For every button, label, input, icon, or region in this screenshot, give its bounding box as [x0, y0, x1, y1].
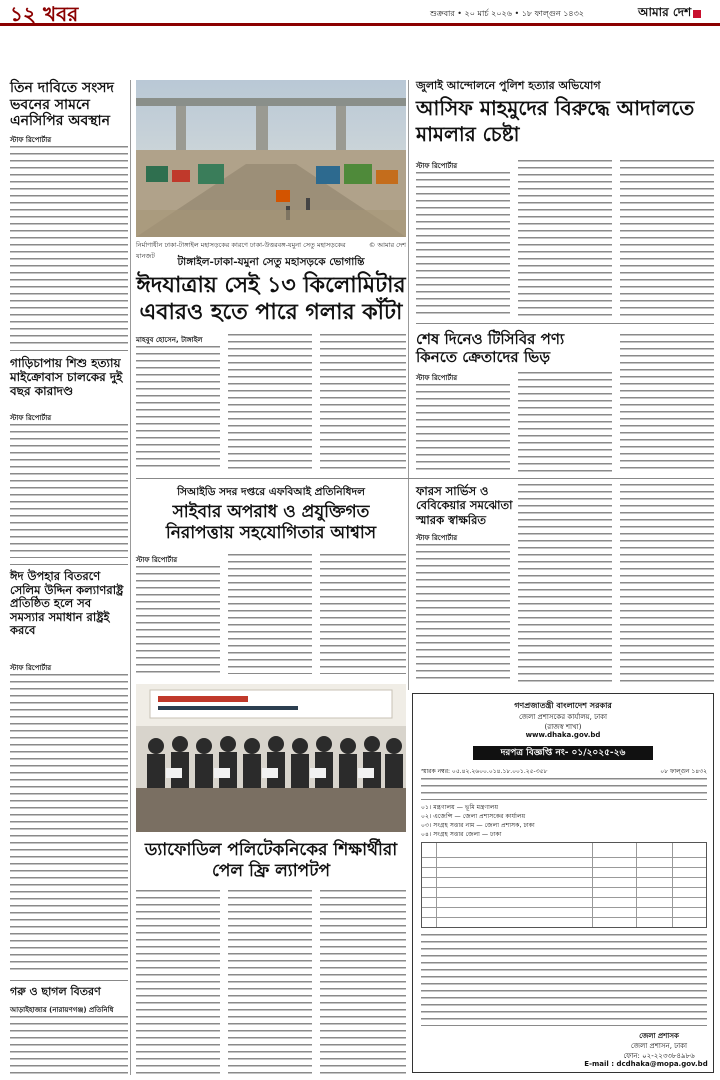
article-body [228, 334, 312, 470]
divider [136, 478, 714, 479]
divider [10, 350, 128, 351]
article-body [416, 544, 510, 684]
meta-row: ০৩। সংগ্রহ সত্তার নাম — জেলা প্রশাসক, ঢাকা [421, 822, 535, 829]
article-body [228, 554, 312, 674]
lead-kicker: টাঙ্গাইল-ঢাকা-যমুনা সেতু মহাসড়কে ভোগান্তি [177, 256, 365, 268]
ad-terms [421, 934, 707, 1026]
byline: আড়াইহাজার (নারায়ণগঞ্জ) প্রতিনিধি [10, 1006, 114, 1014]
headline: ড্যাফোডিল পলিটেকনিকের শিক্ষার্থীরা পেল ফ্রি ল্যাপটপ [144, 840, 398, 882]
headline: সাইবার অপরাধ ও প্রযুক্তিগত নিরাপত্তায় সহযোগিতার আশ্বাস [165, 502, 377, 544]
article-body [518, 484, 612, 684]
byline: স্টাফ রিপোর্টার [136, 556, 178, 564]
article-body [518, 372, 612, 474]
byline: স্টাফ রিপোর্টার [10, 414, 52, 422]
article-body [10, 1016, 128, 1074]
article-body [10, 146, 128, 344]
group-photo-icon [136, 684, 406, 832]
byline: স্টাফ রিপোর্টার [10, 136, 52, 144]
article-body [620, 160, 714, 318]
byline: মাহবুব হোসেন, টাঙ্গাইল [136, 336, 203, 344]
ad-intro [421, 778, 707, 800]
kicker: জুলাই আন্দোলনে পুলিশ হত্যার অভিযোগ [416, 79, 601, 92]
gov-office: জেলা প্রশাসকের কার্যালয়, ঢাকা [518, 713, 608, 721]
kicker: সিআইডি সদর দপ্তরে এফবিআই প্রতিনিধিদল [177, 486, 365, 498]
signature-office: জেলা প্রশাসন, ঢাকা [630, 1042, 688, 1050]
article-body [320, 890, 406, 1074]
column-rule [408, 80, 409, 690]
article-body [620, 334, 714, 474]
gov-branch: (রাজস্ব শাখা) [544, 723, 582, 731]
daffodil-group-photo [136, 684, 406, 832]
photo-caption: নির্মাণাধীন ঢাকা-টাঙ্গাইল মহাসড়কের কারণে ঢাকা-উত্তরবঙ্গ-যমুনা সেতু মহাসড়কের যানজট [136, 241, 346, 260]
gov-website: www.dhaka.gov.bd [525, 731, 601, 739]
article-body [320, 554, 406, 674]
article-body [416, 172, 510, 318]
article-body [10, 424, 128, 558]
page-number: ১২ খবর [10, 2, 79, 26]
article-body [416, 384, 510, 474]
article-body [136, 346, 220, 470]
column-rule [130, 80, 131, 1075]
headline: আসিফ মাহমুদের বিরুদ্ধে আদালতে মামলার চেষ্টা [416, 96, 695, 146]
article-body [518, 160, 612, 318]
headline: ফারস সার্ভিস ও বেবিকেয়ার সমঝোতা স্মারক স্বাক্ষরিত [416, 484, 513, 527]
headline: ঈদ উপহার বিতরণে সেলিম উদ্দিন কল্যাণরাষ্ট্র প্রতিষ্ঠিত হলে সব সমস্যার সমাধান রাষ্ট্রই করবে [10, 569, 124, 638]
photo-credit: © আমার দেশ [368, 241, 406, 249]
headline: তিন দাবিতে সংসদ ভবনের সামনে এনসিপির অবস্থান [10, 80, 114, 130]
divider [416, 323, 714, 324]
article-body [320, 334, 406, 470]
contact-email: E-mail : dcdhaka@mopa.gov.bd [584, 1060, 708, 1068]
signature-name: জেলা প্রশাসক [639, 1032, 679, 1040]
dateline: শুক্রবার • ২০ মার্চ ২০২৬ • ১৮ ফাল্গুন ১৪৩২ [430, 9, 584, 18]
headline: গরু ও ছাগল বিতরণ [10, 985, 101, 998]
lead-headline: ঈদযাত্রায় সেই ১৩ কিলোমিটার এবারও হতে পারে গলার কাঁটা [136, 272, 406, 325]
byline: স্টাফ রিপোর্টার [416, 374, 458, 382]
gov-title: গণপ্রজাতন্ত্রী বাংলাদেশ সরকার [514, 701, 612, 710]
page-header [0, 0, 720, 26]
memo-date: ০৮ ফাল্গুন ১৪৩২ [660, 768, 707, 775]
divider [10, 980, 128, 981]
brand-logo-icon [693, 10, 701, 18]
contact-phone: ফোন: ০২-২২৩৩৮৪৯৮৬ [623, 1052, 695, 1060]
byline: স্টাফ রিপোর্টার [416, 162, 458, 170]
lead-photo [136, 80, 406, 237]
government-tender-notice [412, 693, 714, 1073]
memo-number: স্মারক নম্বর: ০৫.৪২.২৬০০.০১৪.১৮.০০১.২৫-৩৫৮ [421, 768, 548, 775]
notice-title: দরপত্র বিজ্ঞপ্তি নং- ০১/২০২৫-২৬ [473, 746, 653, 760]
headline: গাড়িচাপায় শিশু হত্যায় মাইক্রোবাস চালকের দুই বছর কারাদণ্ড [10, 356, 123, 399]
brand-text: আমার দেশ [638, 5, 692, 19]
meta-row: ০১। মন্ত্রণালয় — ভূমি মন্ত্রণালয় [421, 804, 499, 811]
byline: স্টাফ রিপোর্টার [10, 664, 52, 672]
headline: শেষ দিনেও টিসিবির পণ্য কিনতে ক্রেতাদের ভিড় [416, 330, 565, 367]
article-body [136, 566, 220, 674]
divider [10, 564, 128, 565]
article-body [10, 674, 128, 974]
article-body [620, 484, 714, 684]
byline: স্টাফ রিপোর্টার [416, 534, 458, 542]
meta-row: ০৪। সংগ্রহ সত্তার জেলা — ঢাকা [421, 831, 502, 838]
construction-photo-icon [136, 80, 406, 237]
article-body [136, 890, 220, 1074]
meta-row: ০২। এজেন্সি — জেলা প্রশাসকের কার্যালয় [421, 813, 526, 820]
tender-table [421, 842, 707, 928]
newspaper-brand [638, 4, 701, 24]
article-body [228, 890, 312, 1074]
